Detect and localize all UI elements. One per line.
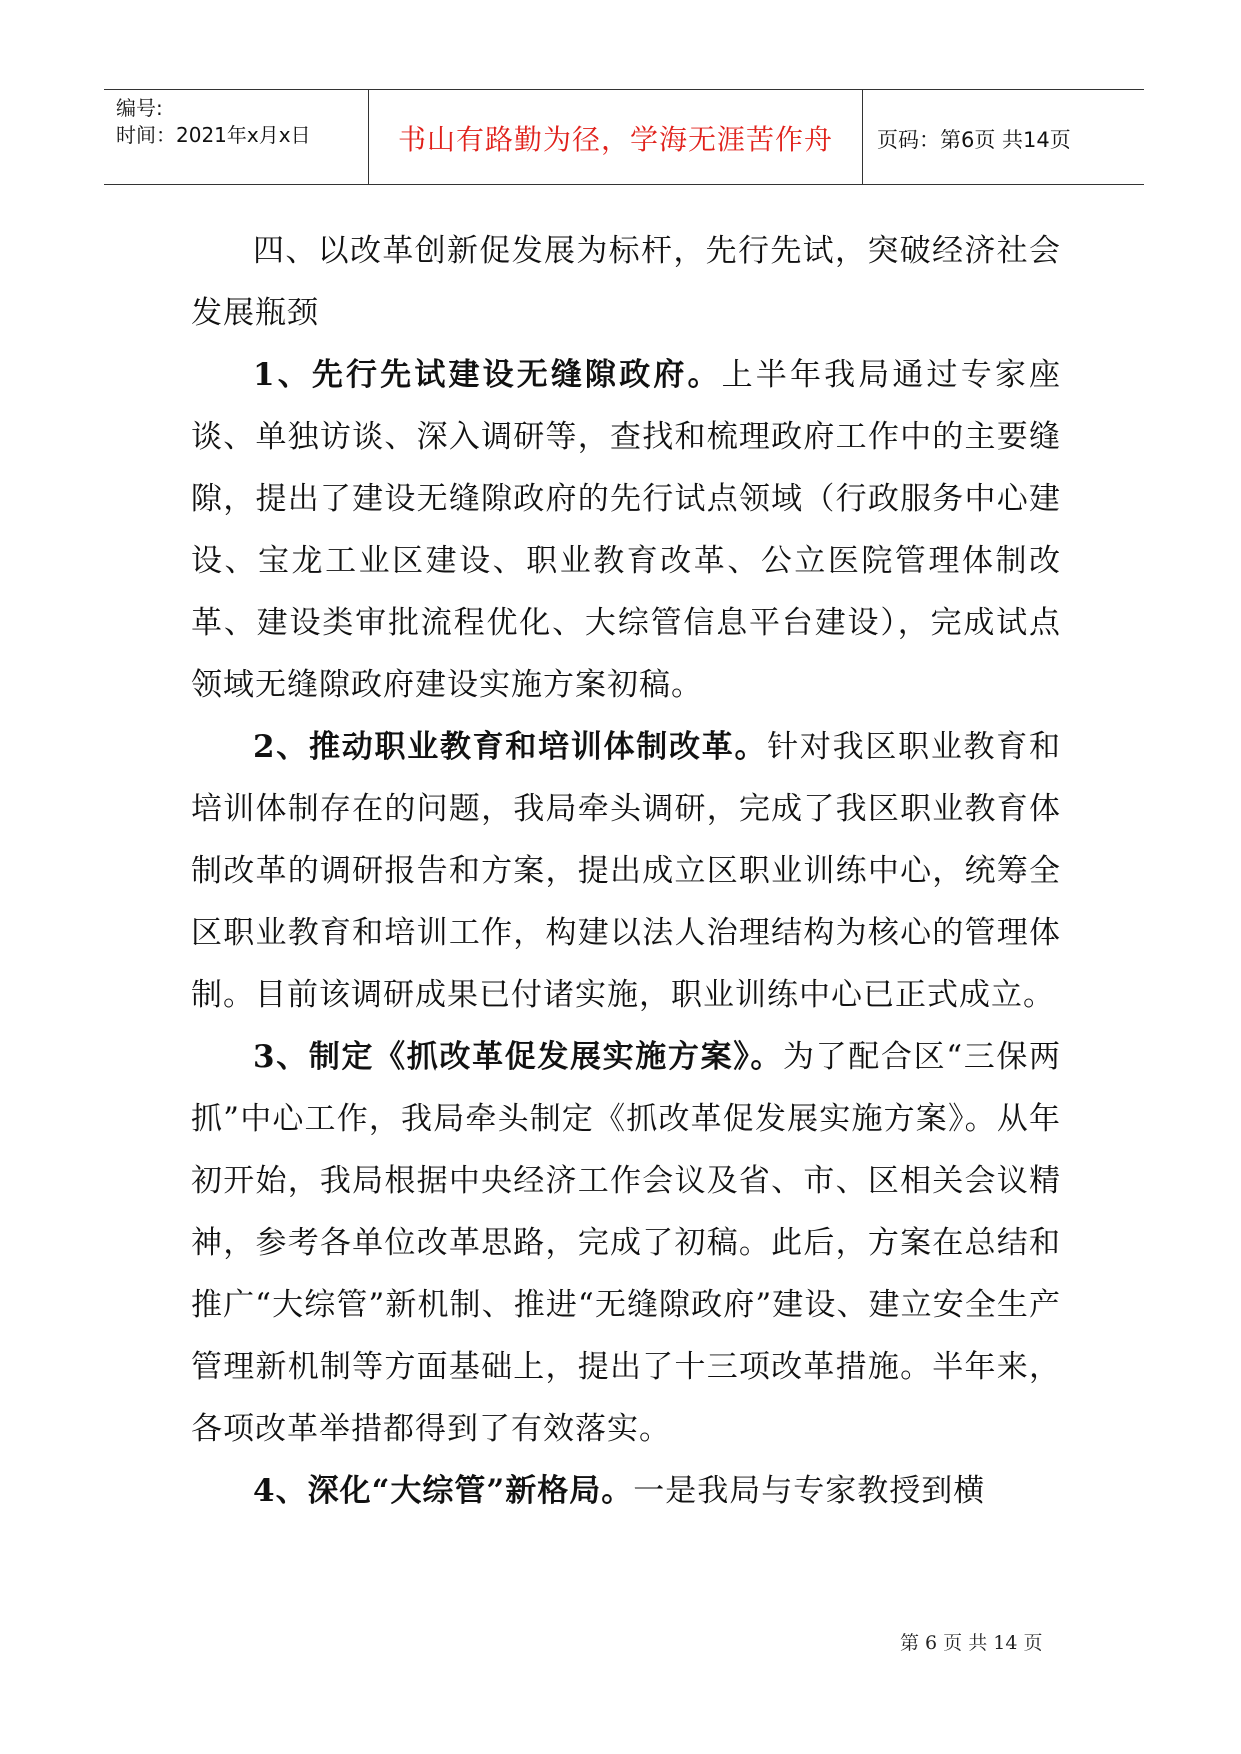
header-page-info: 页码：第6页 共14页 (877, 128, 1071, 152)
paragraph-1-text: 上半年我局通过专家座谈、单独访谈、深入调研等，查找和梳理政府工作中的主要缝隙，提出了建设无缝隙政府的先行试点领域（行政服务中心建设、宝龙工业区建设、职业教育改革、公立医院管理体制改革、建设类审批流程优化、大综管信息平台建设），完成试点领域无缝隙政府建设实施方案初稿。 (191, 357, 1061, 703)
page-footer: 第 6 页 共 14 页 (900, 1632, 1043, 1654)
paragraph-2-text: 针对我区职业教育和培训体制存在的问题，我局牵头调研，完成了我区职业教育体制改革的调研报告和方案，提出成立区职业训练中心，统筹全区职业教育和培训工作，构建以法人治理结构为核心的管理体制。目前该调研成果已付诸实施，职业训练中心已正式成立。 (191, 729, 1061, 1013)
paragraph-1-heading: 1、先行先试建设无缝隙政府。 (253, 357, 722, 393)
paragraph-3-text: 为了配合区“三保两抓”中心工作，我局牵头制定《抓改革促发展实施方案》。从年初开始，我局根据中央经济工作会议及省、市、区相关会议精神，参考各单位改革思路，完成了初稿。此后，方案在总结和推广“大综管”新机制、推进“无缝隙政府”建设、建立安全生产管理新机制等方面基础上，提出了十三项改革措施。半年来，各项改革举措都得到了有效落实。 (191, 1039, 1061, 1447)
paragraph-4 (191, 1460, 1061, 1522)
header-motto-cell (369, 90, 863, 184)
header-page-cell (863, 90, 1144, 184)
doc-number-label: 编号: (116, 96, 163, 120)
document-body (191, 220, 1061, 1522)
paragraph-4-text: 一是我局与专家教授到横 (633, 1473, 986, 1509)
paragraph-2-heading: 2、推动职业教育和培训体制改革。 (253, 729, 768, 765)
header-motto: 书山有路勤为径，学海无涯苦作舟 (397, 123, 833, 156)
paragraph-3-heading: 3、制定《抓改革促发展实施方案》。 (253, 1039, 783, 1075)
paragraph-4-heading: 4、深化“大综管”新格局。 (253, 1473, 634, 1509)
header-meta-cell (104, 90, 369, 184)
paragraph-1 (191, 344, 1061, 716)
doc-time-label: 时间：2021年x月x日 (116, 123, 311, 147)
paragraph-2 (191, 716, 1061, 1026)
paragraph-3 (191, 1026, 1061, 1460)
document-header (104, 89, 1144, 185)
section-title: 四、以改革创新促发展为标杆，先行先试，突破经济社会发展瓶颈 (191, 233, 1061, 331)
